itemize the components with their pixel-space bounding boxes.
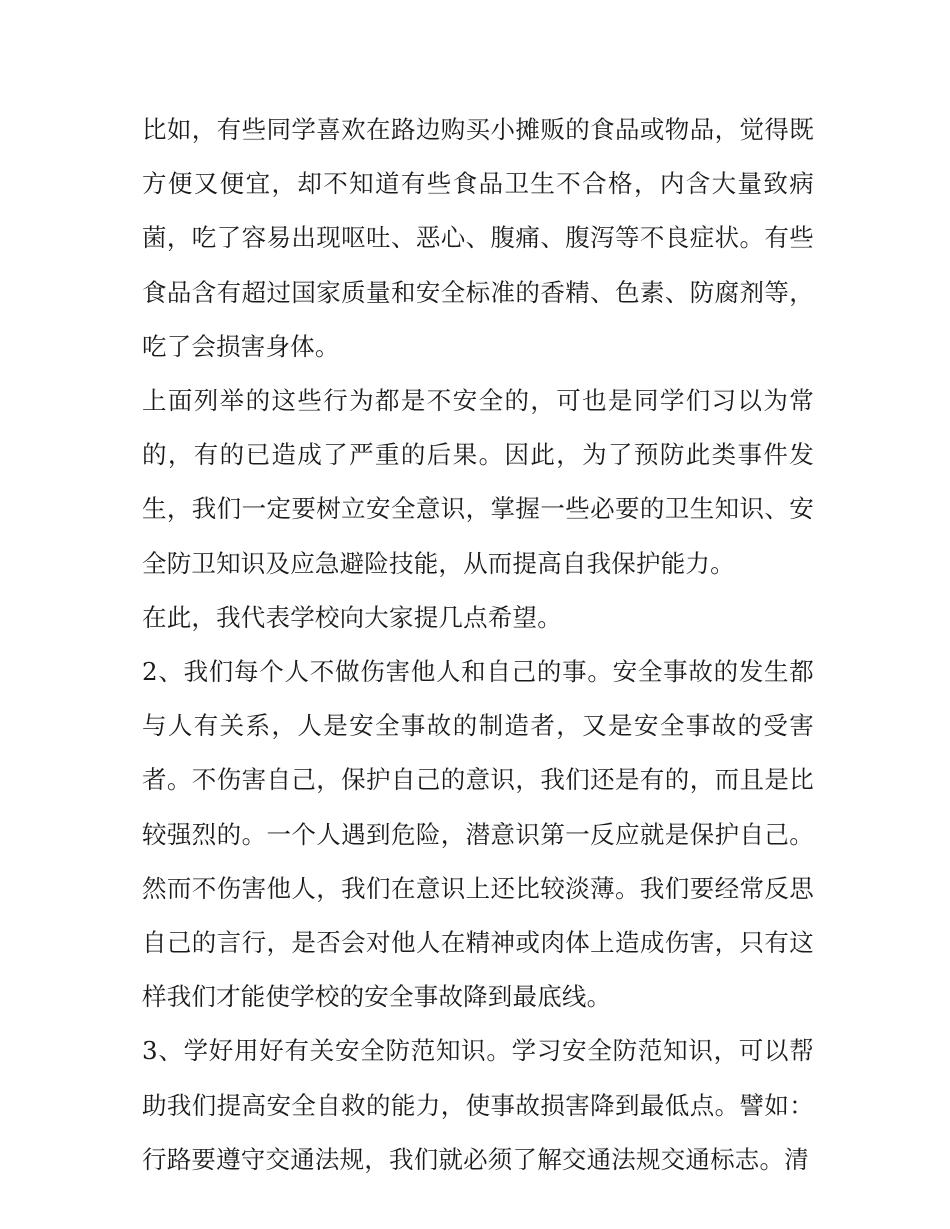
paragraph-point-2: 2、我们每个人不做伤害他人和自己的事。安全事故的发生都与人有关系，人是安全事故的制造者，又是安全事故的受害者。不伤害自己，保护自己的意识，我们还是有的，而且是比较强烈的。一个人遇到危险，潜意识第一反应就是保护自己。然而不伤害他人，我们在意识上还比较淡薄。我们要经常反思自己的言行，是否会对他人在精神或肉体上造成伤害，只有这样我们才能使学校的安全事故降到最底线。 bbox=[142, 657, 814, 1012]
paragraph-school-hopes: 在此，我代表学校向大家提几点希望。 bbox=[142, 602, 562, 632]
paragraph-safety-awareness: 上面列举的这些行为都是不安全的，可也是同学们习以为常的，有的已造成了严重的后果。因此，为了预防此类事件发生，我们一定要树立安全意识，掌握一些必要的卫生知识、安全防卫知识及应急避险技能，从而提高自我保护能力。 bbox=[142, 386, 814, 578]
document-body bbox=[142, 103, 814, 1187]
paragraph-food-safety: 比如，有些同学喜欢在路边购买小摊贩的食品或物品，觉得既方便又便宜，却不知道有些食品卫生不合格，内含大量致病菌，吃了容易出现呕吐、恶心、腹痛、腹泻等不良症状。有些食品含有超过国家质量和安全标准的香精、色素、防腐剂等，吃了会损害身体。 bbox=[142, 115, 814, 361]
paragraph-point-3: 3、学好用好有关安全防范知识。学习安全防范知识，可以帮助我们提高安全自救的能力，使事故损害降到最低点。譬如：行路要遵守交通法规，我们就必须了解交通法规交通标志。清 bbox=[142, 1036, 814, 1174]
